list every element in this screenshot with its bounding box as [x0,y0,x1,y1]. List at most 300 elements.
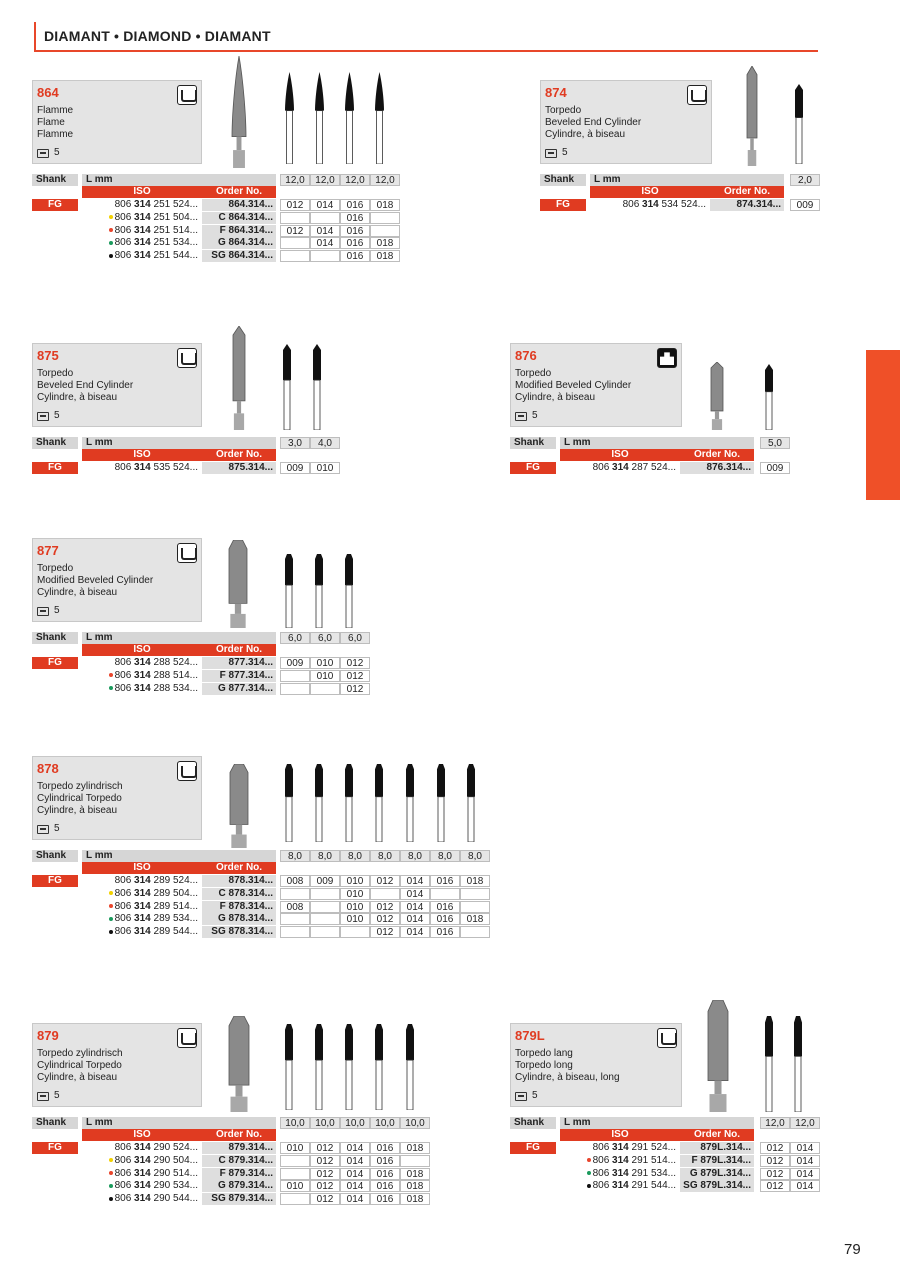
iso-number [590,199,710,211]
iso-prefix: 806 [592,1167,613,1179]
iso-prefix: 806 [592,462,613,473]
bur-photo-wrap [228,764,250,853]
size-cell: 014 [340,1168,370,1180]
iso-number [560,462,680,474]
order-header: Order No. [710,186,784,198]
order-number: SG 864.314... [202,250,276,262]
product-name-de: Torpedo lang [515,1048,573,1059]
size-cell: 014 [340,1155,370,1167]
length-label: L mm [560,437,754,449]
length-value: 10,0 [280,1117,310,1129]
iso-prefix: 806 [114,224,135,236]
bur-size-silhouette [465,764,477,847]
size-cell: 016 [370,1168,400,1180]
iso-prefix: 806 [114,237,135,249]
size-cell: 014 [790,1155,820,1167]
size-cell: 014 [400,913,430,925]
iso-prefix: 806 [622,199,643,210]
iso-suffix: 290 524... [150,1142,198,1153]
bur-photo-wrap [227,540,249,633]
clinical-icon [177,761,197,781]
length-label: L mm [82,632,276,644]
bur-silhouette [313,1024,325,1110]
length-value: 8,0 [400,850,430,862]
iso-number [82,250,202,262]
pack-quantity: 5 [54,1090,60,1101]
bur-photo-wrap [709,362,725,435]
product-card [32,80,202,164]
iso-prefix: 806 [592,1142,613,1153]
size-cell: 012 [370,901,400,913]
bur-silhouette [311,344,323,430]
size-cell: 016 [340,212,370,224]
size-cell [280,913,310,925]
size-cell: 012 [760,1142,790,1154]
iso-shank-code: 314 [134,1180,151,1192]
size-cell: 010 [310,657,340,669]
size-cell [370,212,400,224]
iso-shank-code: 314 [134,1167,151,1179]
ring-red-marker [109,228,113,232]
bur-silhouette [793,84,805,164]
iso-suffix: 288 534... [150,682,198,694]
ring-yellow-marker [109,1158,113,1162]
iso-number [82,225,202,237]
size-cell [430,888,460,900]
product-name-en: Torpedo long [515,1060,573,1071]
bur-photo [706,1000,730,1112]
product-number: 878 [37,761,59,776]
product-name-fr: Cylindre, à biseau [37,805,118,816]
iso-number [82,926,202,938]
size-cell [400,1155,430,1167]
iso-number [82,1168,202,1180]
length-label: L mm [590,174,784,186]
iso-shank-code: 314 [134,199,151,210]
size-cell: 009 [280,462,310,474]
iso-suffix: 289 534... [150,913,198,925]
size-cell: 009 [280,657,310,669]
order-number: F 878.314... [202,901,276,913]
length-value: 3,0 [280,437,310,449]
ring-black-marker [109,254,113,258]
product-name-en: Beveled End Cylinder [545,117,642,128]
iso-prefix: 806 [114,913,135,925]
size-cell: 010 [340,875,370,887]
ring-red-marker [109,1171,113,1175]
ring-black-marker [109,930,113,934]
size-cell: 008 [280,875,310,887]
iso-suffix: 251 514... [150,224,198,236]
product-name-en: Cylindrical Torpedo [37,1060,122,1071]
iso-header: ISO [82,1129,202,1141]
iso-prefix: 806 [114,682,135,694]
pack-quantity: 5 [532,410,538,421]
size-cell: 012 [280,199,310,211]
shank-type-fg: FG [510,462,556,474]
length-value: 8,0 [370,850,400,862]
size-cell: 012 [760,1180,790,1192]
order-header: Order No. [202,862,276,874]
bur-size-silhouette [313,554,325,633]
iso-prefix: 806 [592,1154,613,1166]
iso-number [82,657,202,669]
product-number: 874 [545,85,567,100]
iso-prefix: 806 [114,900,135,912]
clinical-icon [177,543,197,563]
iso-shank-code: 314 [134,237,151,249]
ring-red-marker [109,673,113,677]
size-cell: 016 [370,1155,400,1167]
size-cell: 010 [340,901,370,913]
iso-shank-code: 314 [134,900,151,912]
ring-green-marker [109,241,113,245]
iso-number [82,1193,202,1205]
bur-photo [227,540,249,628]
size-cell: 016 [370,1142,400,1154]
order-number: F 879L.314... [680,1155,754,1167]
iso-shank-code: 314 [612,1180,629,1192]
length-value: 6,0 [310,632,340,644]
bur-silhouette [283,1024,295,1110]
iso-number [82,237,202,249]
bur-size-silhouette [373,72,386,169]
order-number: SG 879.314... [202,1193,276,1205]
iso-suffix: 289 544... [150,926,198,938]
size-cell [310,888,340,900]
iso-shank-code: 314 [642,199,659,210]
bur-photo [227,1016,251,1112]
iso-prefix: 806 [592,1180,613,1192]
order-number: C 878.314... [202,888,276,900]
product-name-en: Flame [37,117,65,128]
size-cell: 010 [340,913,370,925]
bur-photo-wrap [745,66,759,171]
size-cell [310,250,340,262]
length-value: 8,0 [310,850,340,862]
iso-suffix: 290 514... [150,1167,198,1179]
iso-prefix: 806 [114,1154,135,1166]
clinical-dark-icon [657,348,677,368]
length-value: 10,0 [370,1117,400,1129]
size-cell: 012 [310,1193,340,1205]
bur-size-silhouette [793,84,805,169]
size-cell: 010 [280,1180,310,1192]
section-title: DIAMANT • DIAMOND • DIAMANT [44,28,271,44]
iso-shank-code: 314 [612,462,629,473]
bur-silhouette [283,72,296,164]
product-card [32,756,202,840]
size-cell: 016 [430,913,460,925]
ring-green-marker [109,917,113,921]
length-value: 10,0 [400,1117,430,1129]
bur-silhouette [313,764,325,842]
bur-size-silhouette [281,344,293,435]
size-cell: 010 [340,888,370,900]
size-cell: 014 [310,225,340,237]
iso-prefix: 806 [114,211,135,223]
size-cell [460,888,490,900]
length-label: L mm [82,174,276,186]
order-header: Order No. [202,449,276,461]
product-card [510,343,682,427]
length-value: 12,0 [310,174,340,186]
ring-yellow-marker [109,891,113,895]
size-cell: 014 [340,1180,370,1192]
iso-prefix: 806 [114,1180,135,1192]
iso-number [82,199,202,211]
product-name-de: Torpedo [37,368,74,379]
bur-photo-wrap [231,326,247,435]
size-cell: 010 [280,1142,310,1154]
bur-size-silhouette [283,764,295,847]
bur-silhouette [373,764,385,842]
size-cell: 012 [310,1155,340,1167]
size-cell: 018 [400,1180,430,1192]
iso-number [82,875,202,887]
bur-size-silhouette [435,764,447,847]
order-number: G 864.314... [202,237,276,249]
iso-number [82,683,202,695]
iso-suffix: 290 544... [150,1193,198,1205]
order-number: 879L.314... [680,1142,754,1154]
package-icon [545,149,557,158]
iso-prefix: 806 [114,669,135,681]
size-cell: 016 [340,237,370,249]
product-name-de: Torpedo [37,563,74,574]
size-cell [370,225,400,237]
package-icon [37,607,49,616]
size-cell: 012 [340,657,370,669]
size-cell: 014 [310,199,340,211]
package-icon [37,149,49,158]
size-cell: 012 [310,1180,340,1192]
iso-number [560,1142,680,1154]
pack-quantity: 5 [54,605,60,616]
size-cell [310,683,340,695]
product-name-de: Torpedo zylindrisch [37,1048,123,1059]
iso-shank-code: 314 [134,211,151,223]
iso-suffix: 290 534... [150,1180,198,1192]
length-value: 10,0 [310,1117,340,1129]
size-cell: 016 [340,225,370,237]
bur-size-silhouette [373,1024,385,1115]
size-cell: 014 [340,1193,370,1205]
ring-green-marker [109,1184,113,1188]
order-number: 877.314... [202,657,276,669]
order-number: 878.314... [202,875,276,887]
size-cell: 012 [340,670,370,682]
order-number: G 878.314... [202,913,276,925]
size-cell: 018 [370,250,400,262]
iso-number [560,1155,680,1167]
bur-size-silhouette [283,554,295,633]
product-name-de: Torpedo [545,105,582,116]
iso-shank-code: 314 [134,250,151,262]
product-number: 879 [37,1028,59,1043]
product-name-fr: Cylindre, à biseau [37,587,118,598]
iso-header: ISO [82,449,202,461]
order-number: F 864.314... [202,225,276,237]
size-cell: 018 [370,237,400,249]
iso-number [82,913,202,925]
size-cell: 012 [370,875,400,887]
page-number: 79 [844,1241,861,1258]
iso-suffix: 251 524... [150,199,198,210]
bur-photo-wrap [230,56,248,173]
product-card [32,1023,202,1107]
size-cell [280,670,310,682]
clinical-icon [177,1028,197,1048]
iso-suffix: 289 524... [150,875,198,886]
size-cell: 014 [400,888,430,900]
section-header [34,22,818,52]
iso-prefix: 806 [114,250,135,262]
bur-size-silhouette [283,1024,295,1115]
bur-photo [709,362,725,430]
iso-header: ISO [82,862,202,874]
iso-number [82,462,202,474]
product-name-en: Modified Beveled Cylinder [37,575,154,586]
product-card [32,538,202,622]
product-name-en: Cylindrical Torpedo [37,793,122,804]
bur-size-silhouette [763,1016,775,1117]
size-cell: 014 [340,1142,370,1154]
size-cell: 014 [310,237,340,249]
size-cell: 012 [760,1168,790,1180]
order-header: Order No. [680,449,754,461]
size-cell: 018 [400,1193,430,1205]
iso-number [82,901,202,913]
bur-silhouette [281,344,293,430]
length-value: 12,0 [790,1117,820,1129]
iso-shank-code: 314 [134,875,151,886]
product-name-fr: Cylindre, à biseau [515,392,596,403]
iso-number [82,1180,202,1192]
iso-shank-code: 314 [612,1167,629,1179]
iso-number [82,888,202,900]
size-cell [280,683,310,695]
product-name-fr: Flamme [37,129,74,140]
iso-header: ISO [560,1129,680,1141]
shank-type-fg: FG [32,1142,78,1154]
bur-size-silhouette [311,344,323,435]
order-number: SG 878.314... [202,926,276,938]
iso-shank-code: 314 [134,1154,151,1166]
pack-quantity: 5 [532,1090,538,1101]
package-icon [515,412,527,421]
bur-size-silhouette [313,764,325,847]
size-cell: 009 [760,462,790,474]
package-icon [37,1092,49,1101]
size-cell: 014 [400,926,430,938]
size-cell [280,926,310,938]
iso-shank-code: 314 [134,1142,151,1153]
shank-type-fg: FG [510,1142,556,1154]
length-value: 2,0 [790,174,820,186]
size-cell: 016 [370,1193,400,1205]
iso-shank-code: 314 [134,224,151,236]
bur-silhouette [343,554,355,628]
iso-shank-code: 314 [134,682,151,694]
iso-number [82,1155,202,1167]
product-name-fr: Cylindre, à biseau, long [515,1072,620,1083]
iso-prefix: 806 [114,1142,135,1153]
iso-header: ISO [590,186,710,198]
size-cell [460,926,490,938]
pack-quantity: 5 [54,823,60,834]
length-value: 6,0 [280,632,310,644]
bur-photo-wrap [227,1016,251,1117]
bur-size-silhouette [283,72,296,169]
bur-size-silhouette [404,1024,416,1115]
order-number: 874.314... [710,199,784,211]
size-cell [310,926,340,938]
iso-shank-code: 314 [134,926,151,938]
product-name-fr: Cylindre, à biseau [545,129,626,140]
shank-label: Shank [32,850,78,862]
iso-prefix: 806 [114,926,135,938]
size-cell: 012 [310,1142,340,1154]
ring-black-marker [587,1184,591,1188]
package-icon [515,1092,527,1101]
iso-suffix: 290 504... [150,1154,198,1166]
size-cell [310,901,340,913]
iso-suffix: 289 504... [150,887,198,899]
size-cell: 012 [310,1168,340,1180]
product-name-en: Beveled End Cylinder [37,380,134,391]
bur-silhouette [792,1016,804,1112]
bur-silhouette [465,764,477,842]
bur-size-silhouette [343,554,355,633]
iso-suffix: 291 524... [628,1142,676,1153]
length-value: 5,0 [760,437,790,449]
length-value: 12,0 [760,1117,790,1129]
bur-size-silhouette [343,72,356,169]
iso-suffix: 251 544... [150,250,198,262]
size-cell [280,888,310,900]
shank-type-fg: FG [32,199,78,211]
iso-header: ISO [560,449,680,461]
order-number: G 879L.314... [680,1168,754,1180]
ring-yellow-marker [109,215,113,219]
product-number: 879L [515,1028,545,1043]
size-cell [280,250,310,262]
size-cell: 018 [400,1142,430,1154]
length-label: L mm [82,850,276,862]
iso-shank-code: 314 [134,887,151,899]
shank-type-fg: FG [32,462,78,474]
size-cell [280,212,310,224]
product-name-de: Torpedo zylindrisch [37,781,123,792]
iso-shank-code: 314 [134,669,151,681]
bur-size-silhouette [313,72,326,169]
bur-photo [228,764,250,848]
iso-prefix: 806 [114,657,135,668]
pack-quantity: 5 [54,410,60,421]
size-cell [280,1168,310,1180]
order-number: 879.314... [202,1142,276,1154]
bur-silhouette [283,554,295,628]
iso-shank-code: 314 [134,657,151,668]
iso-prefix: 806 [114,887,135,899]
bur-size-silhouette [343,1024,355,1115]
shank-label: Shank [32,1117,78,1129]
length-value: 12,0 [370,174,400,186]
package-icon [37,412,49,421]
bur-size-silhouette [373,764,385,847]
size-cell: 014 [790,1168,820,1180]
